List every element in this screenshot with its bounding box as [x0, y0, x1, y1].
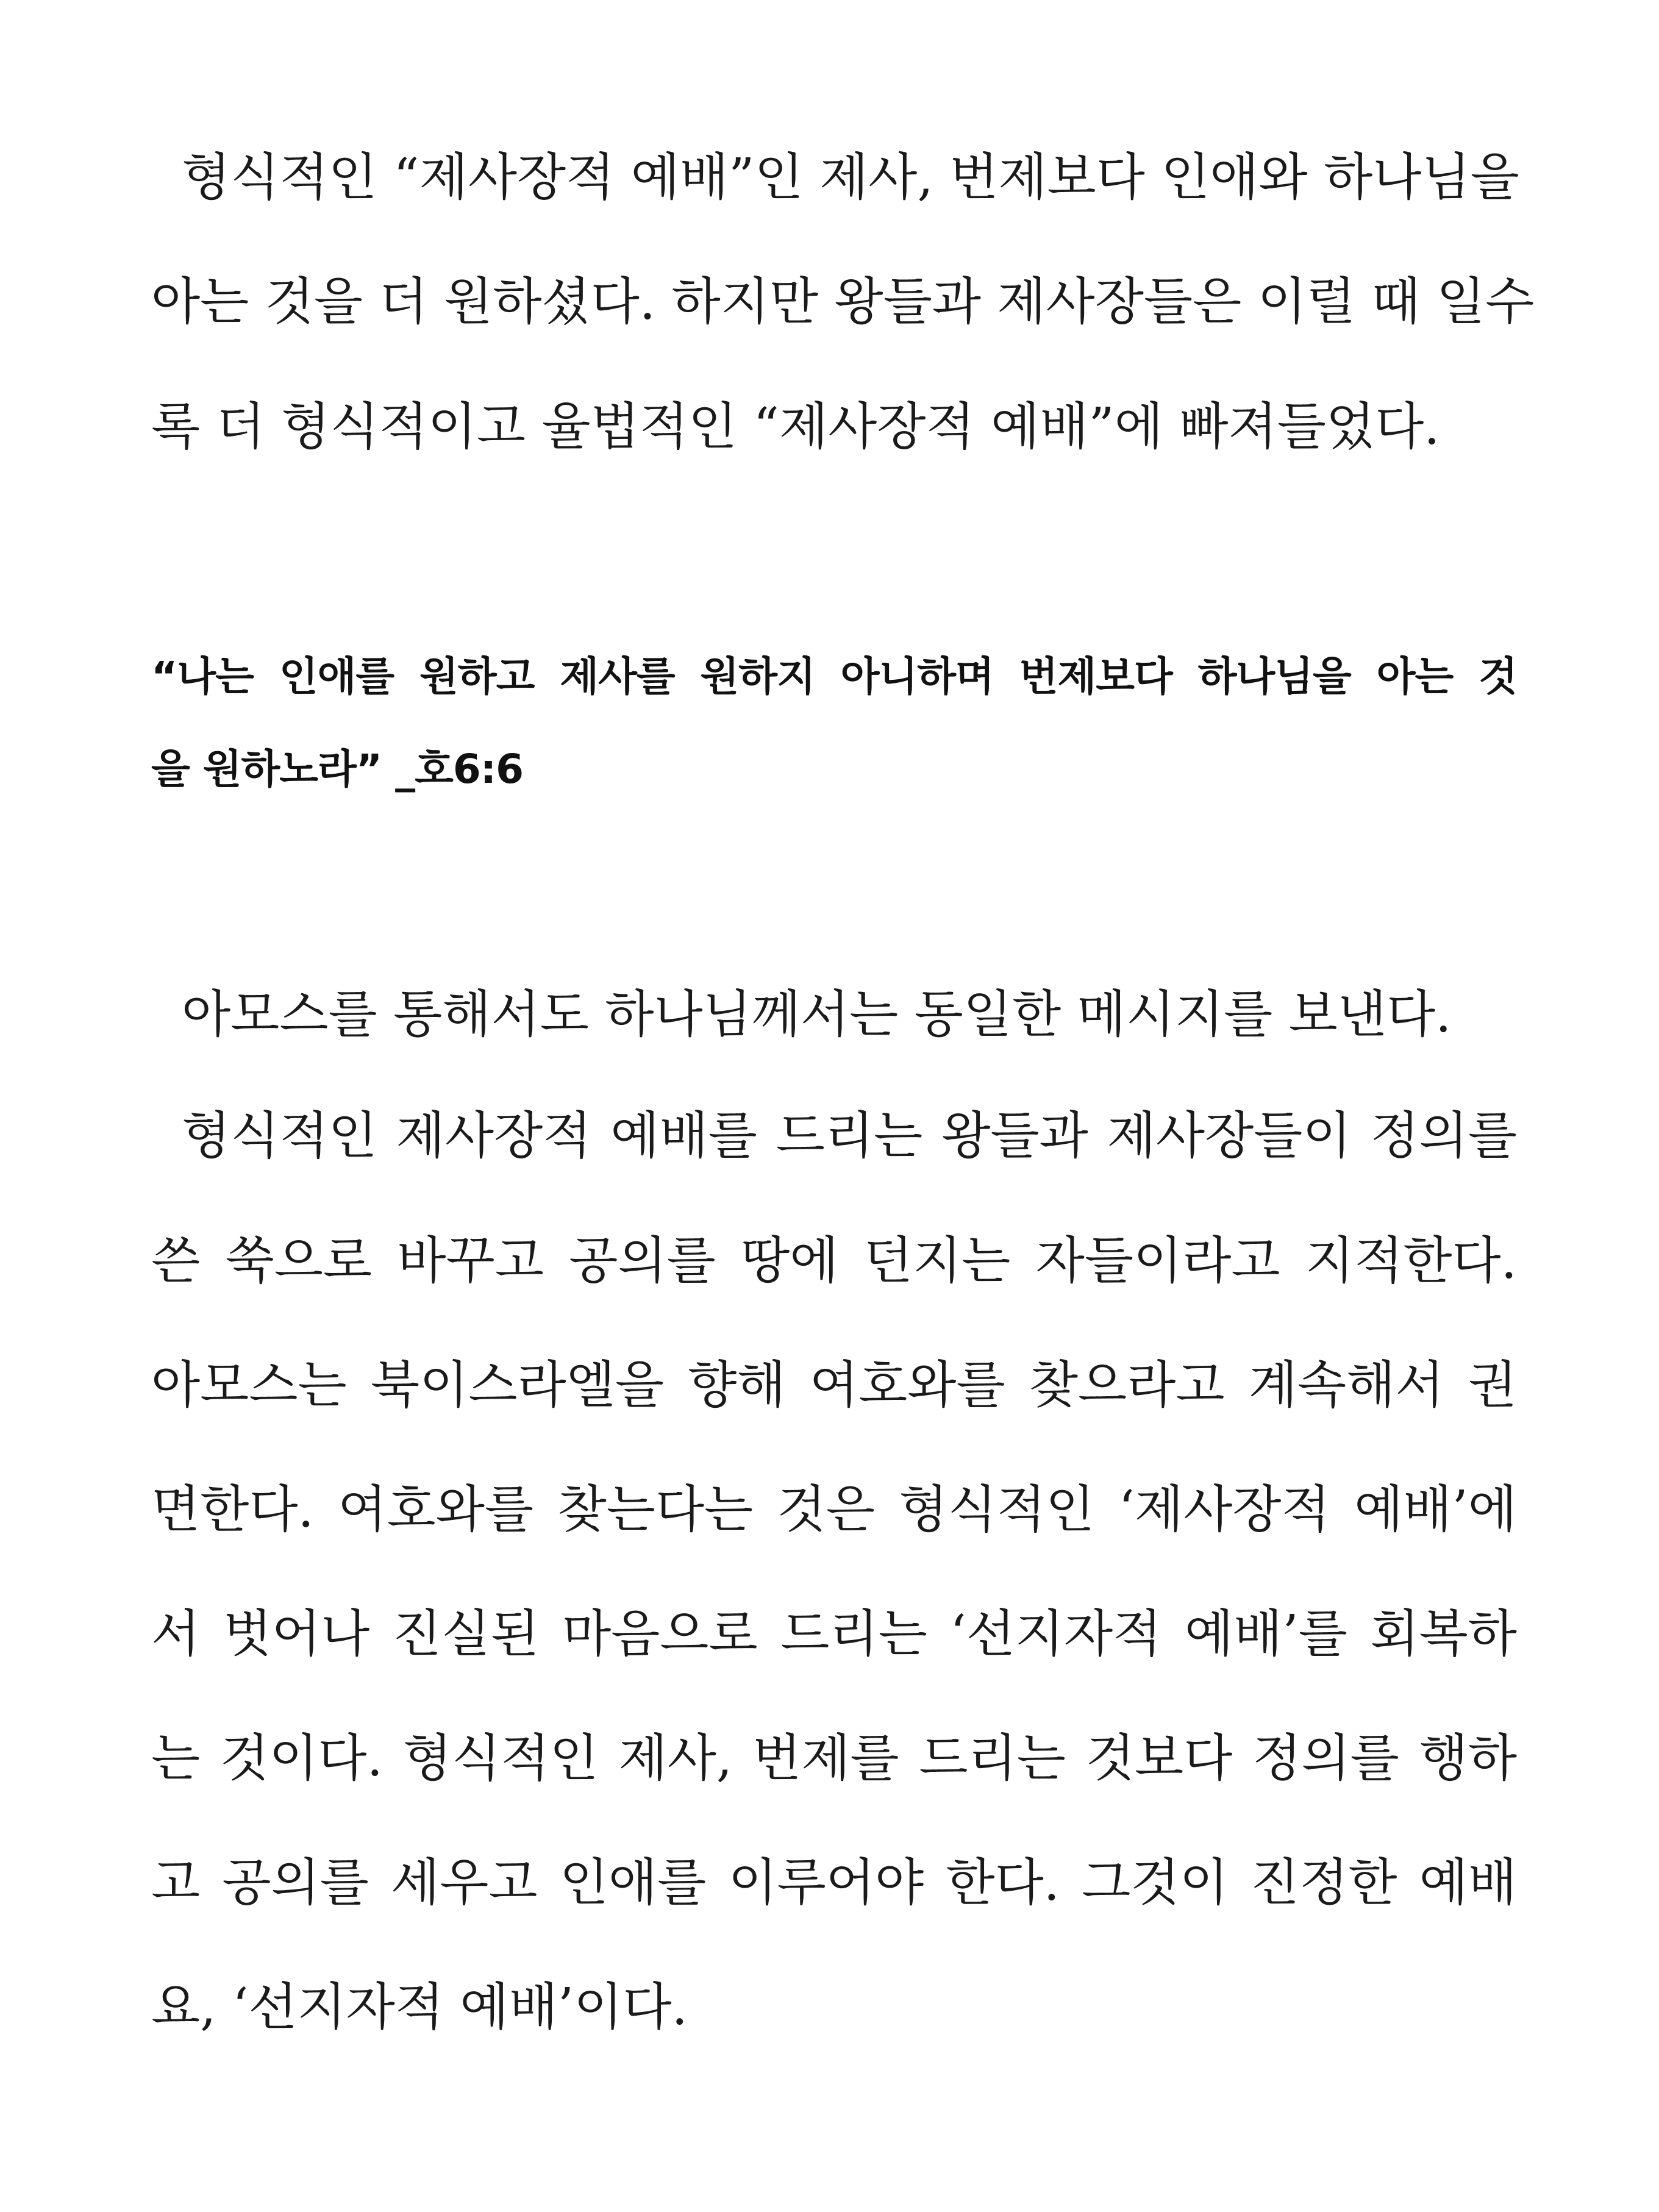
paragraph-1-line-3: 록 더 형식적이고 율법적인 “제사장적 예배”에 빠져들었다.	[151, 397, 1440, 456]
paragraph-3-line-1: 형식적인 제사장적 예배를 드리는 왕들과 제사장들이 정의를	[182, 1106, 1517, 1165]
paragraph-1-line-2: 아는 것을 더 원하셨다. 하지만 왕들과 제사장들은 이럴 때 일수	[151, 272, 1535, 331]
paragraph-3-line-2: 쓴 쑥으로 바꾸고 공의를 땅에 던지는 자들이라고 지적한다.	[151, 1231, 1517, 1290]
paragraph-3-line-6: 는 것이다. 형식적인 제사, 번제를 드리는 것보다 정의를 행하	[151, 1729, 1517, 1788]
paragraph-3-line-4: 면한다. 여호와를 찾는다는 것은 형식적인 ‘제사장적 예배’에	[151, 1480, 1517, 1539]
paragraph-2-line-1: 아모스를 통해서도 하나님께서는 동일한 메시지를 보낸다.	[182, 985, 1452, 1044]
scripture-quote-line-1: “나는 인애를 원하고 제사를 원하지 아니하며 번제보다 하나님을 아는 것	[151, 653, 1517, 700]
paragraph-3-line-7: 고 공의를 세우고 인애를 이루어야 한다. 그것이 진정한 예배	[151, 1853, 1517, 1912]
paragraph-3-line-8: 요, ‘선지자적 예배’이다.	[151, 1977, 688, 2036]
paragraph-3-line-5: 서 벗어나 진실된 마음으로 드리는 ‘선지자적 예배’를 회복하	[151, 1604, 1517, 1663]
scripture-quote-line-2: 을 원하노라” _호6:6	[151, 746, 524, 793]
paragraph-1-line-1: 형식적인 “제사장적 예배”인 제사, 번제보다 인애와 하나님을	[182, 148, 1519, 207]
paragraph-3-line-3: 아모스는 북이스라엘을 향해 여호와를 찾으라고 계속해서 권	[151, 1355, 1517, 1415]
